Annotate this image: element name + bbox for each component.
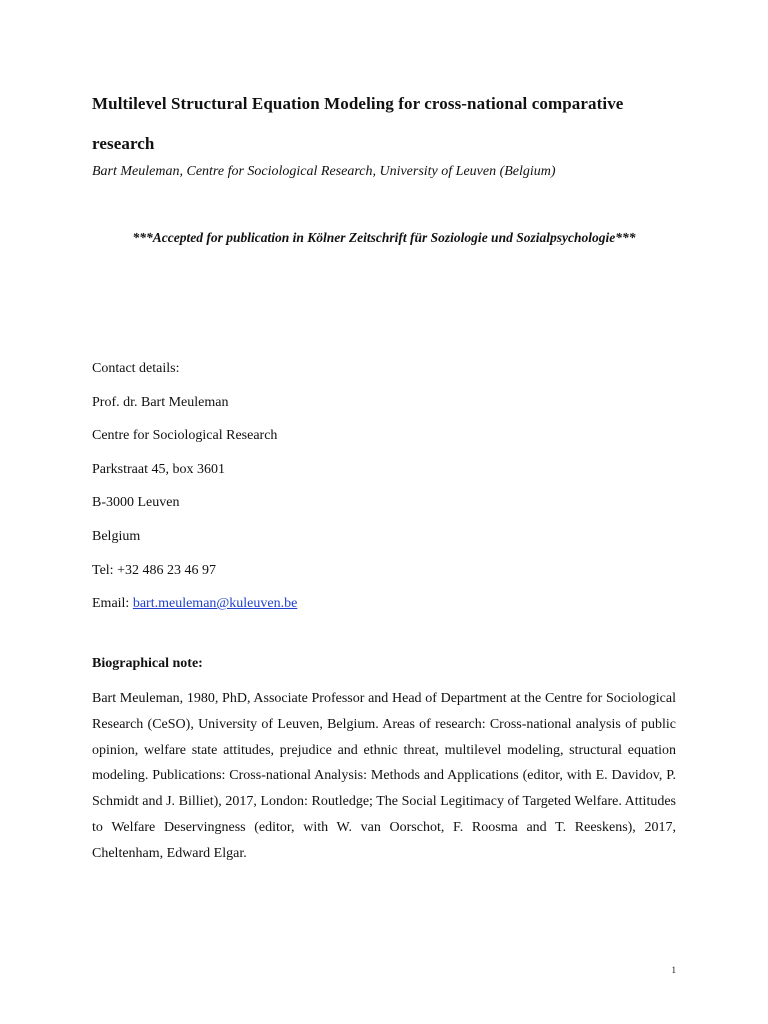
paper-title: Multilevel Structural Equation Modeling for cross-national comparative research bbox=[92, 94, 624, 153]
biography-heading: Biographical note: bbox=[92, 656, 203, 671]
contact-block bbox=[92, 352, 676, 621]
contact-email-line bbox=[92, 587, 676, 621]
contact-name: Prof. dr. Bart Meuleman bbox=[92, 394, 229, 410]
email-link[interactable]: bart.meuleman@kuleuven.be bbox=[132, 596, 298, 612]
contact-heading: Contact details: bbox=[92, 361, 180, 376]
contact-institution: Centre for Sociological Research bbox=[92, 428, 278, 444]
contact-street: Parkstraat 45, box 3601 bbox=[92, 461, 225, 477]
page-number: 1 bbox=[671, 965, 676, 975]
biography-text: Bart Meuleman, 1980, PhD, Associate Professor and Head of Department at the Centre for Sociological Research (CeSO), University of Leuven, Belgium. Areas of research: Cross-national analysis of public opinion, welfare state attitudes, prejudice and ethnic threat, multilevel modeling, structural equation modeling. Publications: Cross-national Analysis: Methods and Applications (editor, with E. Davidov, P. Schmidt and J. Billiet), 2017, London: Routledge; The Social Legitimacy of Targeted Welfare. Attitudes to Welfare Deservingness (editor, with W. van Oorschot, F. Roosma and T. Reeskens), 2017, Cheltenham, Edward Elgar. bbox=[92, 691, 676, 861]
author-affiliation: Bart Meuleman, Centre for Sociological Research, University of Leuven (Belgium) bbox=[92, 164, 556, 179]
contact-country: Belgium bbox=[92, 528, 141, 544]
acceptance-note: ***Accepted for publication in Kölner Zeitschrift für Soziologie und Sozialpsychologie*** bbox=[132, 230, 636, 245]
email-label: Email: bbox=[92, 596, 133, 612]
contact-phone: Tel: +32 486 23 46 97 bbox=[92, 562, 216, 578]
contact-city: B-3000 Leuven bbox=[92, 495, 180, 511]
